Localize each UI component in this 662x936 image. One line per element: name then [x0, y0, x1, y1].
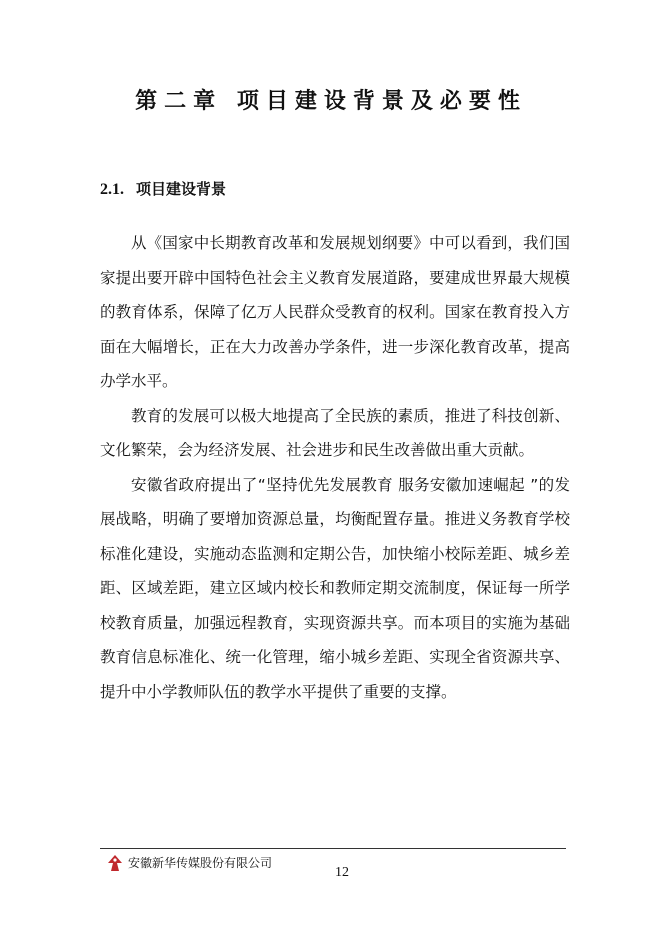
- paragraph-anhui-strategy: 安徽省政府提出了“坚持优先发展教育 服务安徽加速崛起 ”的发展战略，明确了要增加资源总量，均衡配置存量。推进义务教育学校标准化建设，实施动态监测和定期公告，加快缩小校际差距、城乡差距、区域差距，建立区域内校长和教师定期交流制度，保证每一所学校教育质量，加强远程教育，实现资源共享。而本项目的实施为基础教育信息标准化、统一化管理，缩小城乡差距、实现全省资源共享、提升中小学教师队伍的教学水平提供了重要的支撑。: [100, 475, 570, 701]
- page-number: 12: [335, 865, 349, 880]
- section-number: 2.1.: [100, 181, 124, 198]
- paragraph-national-plan: 从《国家中长期教育改革和发展规划纲要》中可以看到，我们国家提出要开辟中国特色社会主义教育发展道路，要建成世界最大规模的教育体系，保障了亿万人民群众受教育的权利。国家在教育投入方面在大幅增长，正在大力改善办学条件，进一步深化教育改革，提高办学水平。: [100, 234, 570, 390]
- xinhua-logo-icon: [106, 854, 124, 872]
- footer-divider: [100, 848, 566, 849]
- chapter-title: 第二章 项目建设背景及必要性: [135, 88, 527, 114]
- paragraph-education-development: 教育的发展可以极大地提高了全民族的素质，推进了科技创新、文化繁荣，会为经济发展、社会进步和民生改善做出重大贡献。: [100, 406, 570, 459]
- logo-flag-shape: [108, 855, 122, 871]
- footer-company-name: 安徽新华传媒股份有限公司: [128, 856, 273, 870]
- section-title: 项目建设背景: [136, 180, 227, 198]
- body-text: [100, 226, 570, 709]
- section-heading: [100, 178, 226, 199]
- logo-dot: [113, 858, 116, 861]
